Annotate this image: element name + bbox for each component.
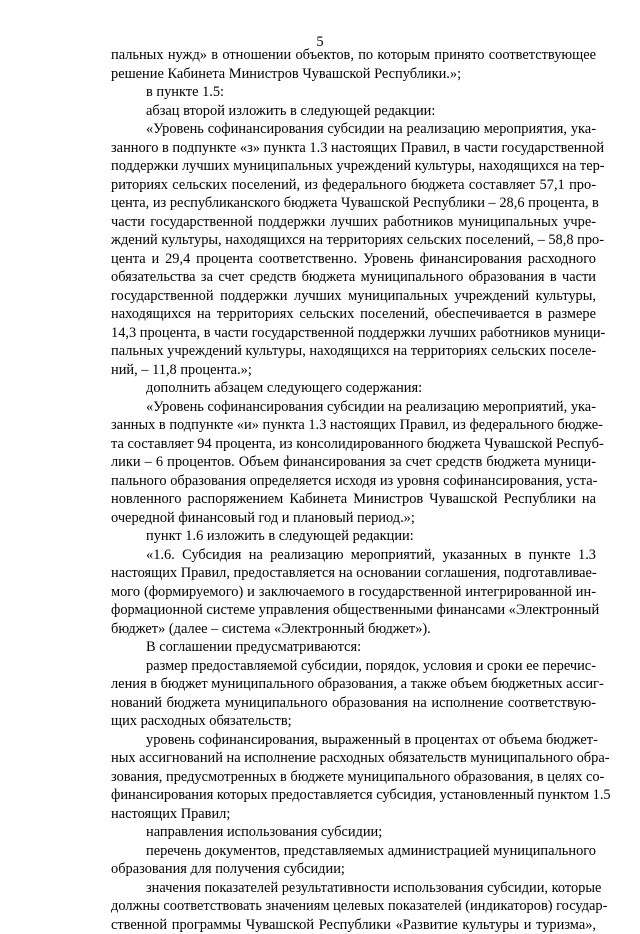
text-line: дополнить абзацем следующего содержания:: [111, 379, 596, 398]
text-line: уровень софинансирования, выраженный в процентах от объема бюджет-: [111, 731, 596, 750]
text-line: государственной поддержки лучших муниципальных учреждений культуры,: [111, 287, 596, 306]
text-line: поддержки лучших муниципальных учреждений культуры, находящихся на тер-: [111, 157, 596, 176]
text-line: ждений культуры, находящихся на территориях сельских поселений, – 58,8 про-: [111, 231, 596, 250]
text-line: решение Кабинета Министров Чувашской Республики.»;: [111, 65, 596, 84]
text-line: пункт 1.6 изложить в следующей редакции:: [111, 527, 596, 546]
page-number: 5: [0, 34, 640, 51]
text-line: «1.6. Субсидия на реализацию мероприятий, указанных в пункте 1.3: [111, 546, 596, 565]
text-line: щих расходных обязательств;: [111, 712, 596, 731]
text-line: 14,3 процента, в части государственной поддержки лучших работников муници-: [111, 324, 596, 343]
text-line: части государственной поддержки лучших работников муниципальных учре-: [111, 213, 596, 232]
text-line: настоящих Правил;: [111, 805, 596, 824]
text-line: очередной финансовый год и плановый период.»;: [111, 509, 596, 528]
text-line: В соглашении предусматриваются:: [111, 638, 596, 657]
text-line: финансирования которых предоставляется субсидия, установленный пунктом 1.5: [111, 786, 596, 805]
text-line: лики – 6 процентов. Объем финансирования за счет средств бюджета муници-: [111, 453, 596, 472]
text-line: образования для получения субсидии;: [111, 860, 596, 879]
text-line: абзац второй изложить в следующей редакции:: [111, 102, 596, 121]
text-line: занного в подпункте «з» пункта 1.3 настоящих Правил, в части государственной: [111, 139, 596, 158]
text-line: занных в подпункте «и» пункта 1.3 настоящих Правил, из федерального бюдже-: [111, 416, 596, 435]
text-line: ления в бюджет муниципального образования, а также объем бюджетных ассиг-: [111, 675, 596, 694]
text-line: цента и 29,4 процента соответственно. Уровень финансирования расходного: [111, 250, 596, 269]
text-line: в пункте 1.5:: [111, 83, 596, 102]
text-line: перечень документов, представляемых администрацией муниципального: [111, 842, 596, 861]
text-line: значения показателей результативности использования субсидии, которые: [111, 879, 596, 898]
document-body: [111, 46, 596, 934]
text-line: обязательства за счет средств бюджета муниципального образования в части: [111, 268, 596, 287]
text-line: пального образования определяется исходя из уровня софинансирования, уста-: [111, 472, 596, 491]
text-line: настоящих Правил, предоставляется на основании соглашения, подготавливае-: [111, 564, 596, 583]
text-line: ных ассигнований на исполнение расходных обязательств муниципального обра-: [111, 749, 596, 768]
text-line: направления использования субсидии;: [111, 823, 596, 842]
text-line: должны соответствовать значениям целевых показателей (индикаторов) государ-: [111, 897, 596, 916]
text-line: «Уровень софинансирования субсидии на реализацию мероприятия, ука-: [111, 120, 596, 139]
text-line: «Уровень софинансирования субсидии на реализацию мероприятий, ука-: [111, 398, 596, 417]
text-line: ний, – 11,8 процента.»;: [111, 361, 596, 380]
text-line: пальных нужд» в отношении объектов, по которым принято соответствующее: [111, 46, 596, 65]
text-line: пальных учреждений культуры, находящихся на территориях сельских поселе-: [111, 342, 596, 361]
text-line: риториях сельских поселений, из федерального бюджета составляет 57,1 про-: [111, 176, 596, 195]
text-line: размер предоставляемой субсидии, порядок, условия и сроки ее перечис-: [111, 657, 596, 676]
text-line: цента, из республиканского бюджета Чувашской Республики – 28,6 процента, в: [111, 194, 596, 213]
text-line: находящихся на территориях сельских поселений, обеспечивается в размере: [111, 305, 596, 324]
text-line: бюджет» (далее – система «Электронный бюджет»).: [111, 620, 596, 639]
text-line: новленного распоряжением Кабинета Министров Чувашской Республики на: [111, 490, 596, 509]
text-line: нований бюджета муниципального образования на исполнение соответствую-: [111, 694, 596, 713]
text-line: та составляет 94 процента, из консолидированного бюджета Чувашской Респуб-: [111, 435, 596, 454]
text-line: зования, предусмотренных в бюджете муниципального образования, в целях со-: [111, 768, 596, 787]
text-line: формационной системе управления общественными финансами «Электронный: [111, 601, 596, 620]
text-line: мого (формируемого) и заключаемого в государственной интегрированной ин-: [111, 583, 596, 602]
text-line: ственной программы Чувашской Республики «Развитие культуры и туризма»,: [111, 916, 596, 934]
